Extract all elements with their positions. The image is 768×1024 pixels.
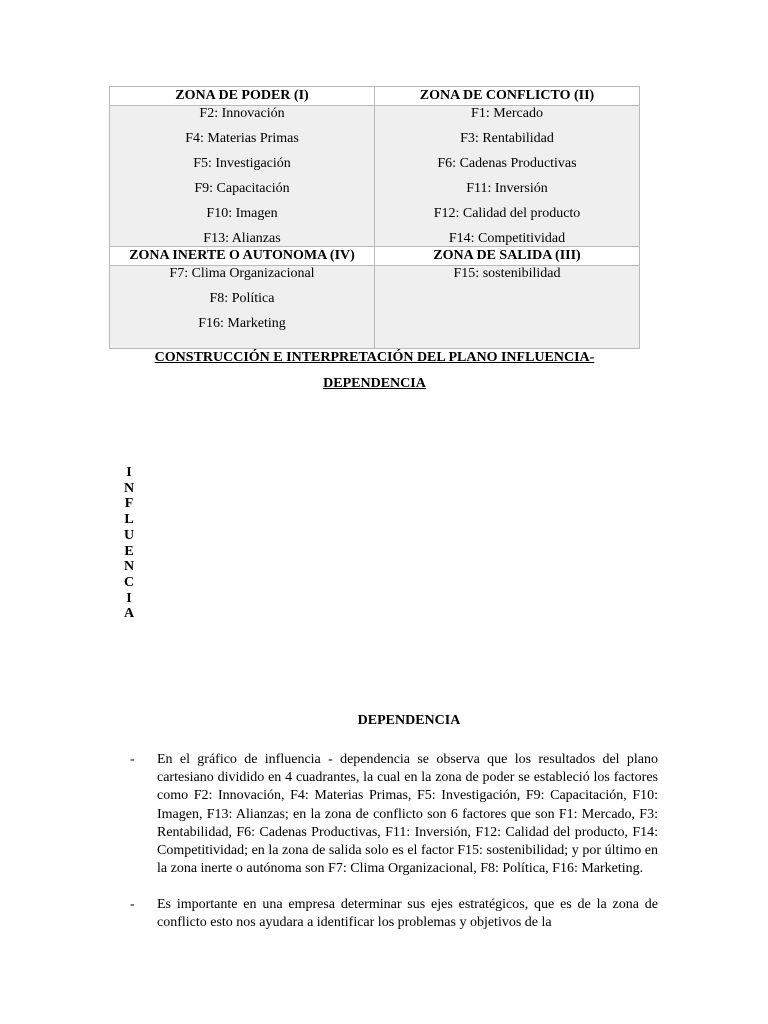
bullet-paragraph — [130, 751, 658, 878]
axis-letter: I — [126, 465, 132, 480]
axis-letter: I — [126, 590, 132, 606]
zones-table — [109, 86, 640, 349]
factor-item: F12: Calidad del producto — [433, 206, 581, 221]
factor-item: F7: Clima Organizacional — [169, 266, 315, 281]
section-title-line1: CONSTRUCCIÓN E INTERPRETACIÓN DEL PLANO INFLUENCIA- — [154, 350, 595, 365]
influence-axis-label — [120, 465, 138, 622]
zone-inert-cell — [110, 266, 375, 349]
axis-letter: A — [123, 606, 135, 622]
zone-conflict-header: ZONA DE CONFLICTO (II) — [375, 87, 640, 106]
factor-item: F9: Capacitación — [194, 181, 290, 196]
axis-letter: C — [123, 574, 135, 590]
factor-item: F6: Cadenas Productivas — [437, 156, 577, 171]
factor-item: F3: Rentabilidad — [460, 131, 554, 146]
factor-item: F15: sostenibilidad — [453, 266, 561, 281]
dependence-axis-label: DEPENDENCIA — [357, 713, 461, 728]
factor-item: F5: Investigación — [193, 156, 291, 171]
axis-letter: L — [124, 512, 134, 528]
factor-item: F13: Alianzas — [203, 231, 281, 246]
axis-letter: U — [123, 527, 135, 543]
zone-inert-header: ZONA INERTE O AUTONOMA (IV) — [110, 247, 375, 266]
factor-item: F1: Mercado — [471, 106, 543, 121]
bullet-dash: - — [130, 897, 135, 912]
zone-exit-header: ZONA DE SALIDA (III) — [375, 247, 640, 266]
paragraph-text: Es importante en una empresa determinar sus ejes estratégicos, que es de la zona de conflicto esto nos ayudara a identificar los problemas y objetivos de la — [157, 897, 658, 931]
zone-conflict-cell — [375, 106, 640, 247]
zone-power-cell — [110, 106, 375, 247]
axis-letter: E — [124, 543, 134, 559]
factor-item: F16: Marketing — [198, 316, 286, 331]
factor-item: F10: Imagen — [206, 206, 278, 221]
axis-letter: N — [123, 480, 135, 496]
bullet-dash: - — [130, 752, 135, 767]
factor-item: F2: Innovación — [199, 106, 285, 121]
axis-letter: F — [124, 496, 134, 512]
section-title-line2: DEPENDENCIA — [323, 376, 426, 391]
zone-exit-cell — [375, 266, 640, 349]
factor-item: F8: Política — [209, 291, 275, 306]
factor-item: F14: Competitividad — [448, 231, 566, 246]
paragraph-text: En el gráfico de influencia - dependencia se observa que los resultados del plano cartesiano dividido en 4 cuadrantes, la cual en la zona de poder se estableció los factores como F2: Innovación, F4: Materias Primas, F5: Investigación, F9: Capacitación, F10: Imagen, F13: Alianzas; en la zona de conflicto son 6 factores que son F1: Mercado, F3: Rentabilidad, F6: Cadenas Productivas, F11: Inversión, F12: Calidad del producto, F14: Competitividad; en la zona de salida solo es el factor F15: sostenibilidad; y por último en la zona inerte o autónoma son F7: Clima Organizacional, F8: Política, F16: Marketing. — [157, 752, 658, 877]
bullet-paragraph — [130, 896, 658, 932]
axis-letter: N — [123, 559, 135, 575]
factor-item: F11: Inversión — [466, 181, 548, 196]
factor-item: F4: Materias Primas — [185, 131, 299, 146]
zone-power-header: ZONA DE PODER (I) — [110, 87, 375, 106]
